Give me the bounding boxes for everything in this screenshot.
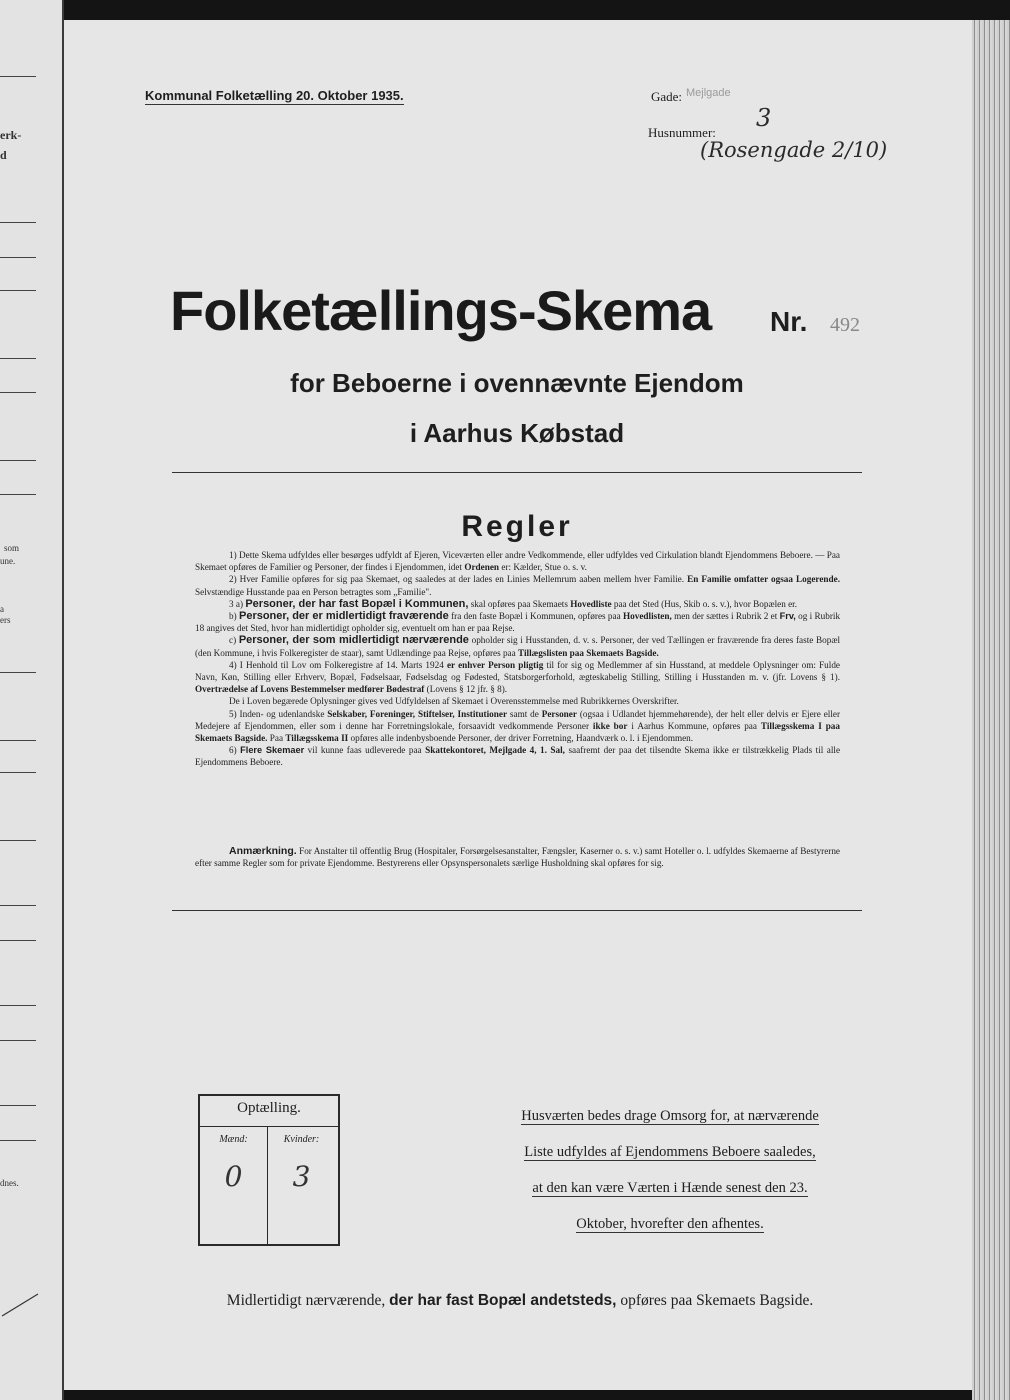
census-title: Kommunal Folketælling 20. Oktober 1935. xyxy=(145,88,404,103)
husnummer-note: (Rosengade 2/10) xyxy=(700,138,888,162)
book-spine-edge xyxy=(972,20,1010,1400)
note-line: Husværten bedes drage Omsorg for, at nærværende xyxy=(521,1108,819,1124)
left-rule xyxy=(0,1040,36,1041)
landlord-note xyxy=(500,1098,840,1242)
left-fragment: a xyxy=(0,604,4,614)
note-line: at den kan være Værten i Hænde senest den 23. xyxy=(532,1180,808,1196)
footer-part: Midlertidigt nærværende, xyxy=(226,1292,386,1309)
rules-heading: Regler xyxy=(461,510,573,543)
note-line: Oktober, hvorefter den afhentes. xyxy=(576,1216,764,1232)
maend-count: 0 xyxy=(224,1160,243,1193)
left-rule xyxy=(0,358,36,359)
left-fragment: ers xyxy=(0,615,11,625)
rule-3a: 3 a) Personer, der har fast Bopæl i Kommunen, skal opføres paa Skemaets Hovedliste paa det Sted (Hus, Skib o. s. v.), hvor Bopælen er. xyxy=(229,597,798,610)
left-rule xyxy=(0,290,36,291)
left-rule xyxy=(0,460,36,461)
left-fragment: som xyxy=(4,543,20,553)
divider xyxy=(172,910,862,911)
tally-box xyxy=(198,1094,340,1246)
form-title: Folketællings-Skema xyxy=(170,279,712,342)
left-rule xyxy=(0,392,36,393)
left-rule xyxy=(0,1105,36,1106)
annotation-paragraph xyxy=(195,845,840,869)
annotation-text: For Anstalter til offentlig Brug (Hospitaler, Forsørgelsesanstalter, Fængsler, Kaserner o. s. v.) samt Hoteller o. l. udfyldes Skemaerne af Bestyrerne efter samme Regler som for private Ejendomme. Bestyrerens eller Opsynspersonalets særlige Husholdning skal opføres for sig. xyxy=(195,846,841,868)
note-line: Liste udfyldes af Ejendommens Beboere saaledes, xyxy=(524,1144,816,1160)
left-rule xyxy=(0,1140,36,1141)
left-fragment: une. xyxy=(0,556,16,566)
left-rule xyxy=(0,772,36,773)
left-rule xyxy=(0,76,36,77)
left-fragment: dnes. xyxy=(0,1178,19,1188)
footer-part: opføres paa Skemaets Bagside. xyxy=(620,1292,814,1309)
nr-label: Nr. xyxy=(770,306,808,337)
maend-label: Mænd: xyxy=(219,1134,248,1145)
footer-note xyxy=(120,1292,920,1310)
left-fragment: d xyxy=(0,148,7,162)
rule-2: 2) Hver Familie opføres for sig paa Skemaet, og saaledes at der lades en Linies Mellemrum aaben mellem hver Familie. En Familie omfatter ogsaa Logerende. Selvstændige Husstande paa en Person betragtes som „Familie". xyxy=(195,574,840,597)
left-rule xyxy=(0,494,36,495)
rule-6: 6) Flere Skemaer vil kunne faas udleverede paa Skattekontoret, Mejlgade 4, 1. Sal, saafremt der paa det tilsendte Skema ikke er tilstrækkelig Plads til alle Ejendommens Beboere. xyxy=(195,745,841,768)
left-rule xyxy=(0,1005,36,1006)
previous-page-edge xyxy=(0,0,64,1400)
husnummer-value: 3 xyxy=(756,104,772,132)
rule-3b: b) Personer, der er midlertidigt fraværende fra den faste Bopæl i Kommunen, opføres paa Hovedlisten, men der sættes i Rubrik 2 et Frv, og i Rubrik 18 angives det Sted, hvor han midlertidigt opholder sig, eventuelt om han er paa Rejse. xyxy=(195,610,841,634)
left-fragment: erk- xyxy=(0,128,22,142)
left-rule xyxy=(0,905,36,906)
rules-text xyxy=(195,549,840,769)
subtitle-line2: i Aarhus Købstad xyxy=(409,418,625,448)
annotation-label: Anmærkning. xyxy=(229,845,297,857)
tally-title: Optælling. xyxy=(237,1100,301,1116)
tally-divider xyxy=(200,1126,338,1127)
rule-1: 1) Dette Skema udfyldes eller besørges udfyldt af Ejeren, Viceværten eller andre Vedkommende, eller udfyldes ved Cirkulation blandt Ejendommens Beboere. — Paa Skemaet opføres de Familier og Personer, der findes i Ejendommen, idet Ordenen er: Kælder, Stue o. s. v. xyxy=(195,550,840,573)
rule-4: 4) I Henhold til Lov om Folkeregistre af 14. Marts 1924 er enhver Person pligtig til for sig og Medlemmer af sin Husstand, at meddele Oplysninger om: Fulde Navn, Køn, Stilling eller Erhverv, Bopæl, Fødselsaar, Fødselsdag og Fødested, Statsborgerforhold, ægteskabelig Stilling, Stilling i Husstanden m. v. (jfr. Lovens § 1). Overtrædelse af Lovens Bestemmelser medfører Bødestraf (Lovens § 12 jfr. § 8). xyxy=(195,659,840,695)
gade-value-stamp: Mejlgade xyxy=(686,87,731,99)
divider xyxy=(172,472,862,473)
form-number: 492 xyxy=(830,314,860,336)
pen-stroke xyxy=(0,1290,40,1320)
kvinder-count: 3 xyxy=(292,1160,311,1193)
rule-4-cont: De i Loven begærede Oplysninger gives ved Udfyldelsen af Skemaet i Overensstemmelse med Rubrikkernes Overskrifter. xyxy=(229,696,679,707)
left-rule xyxy=(0,940,36,941)
subtitle-line1: for Beboerne i ovennævnte Ejendom xyxy=(290,368,744,398)
left-rule xyxy=(0,222,36,223)
husnummer-label: Husnummer: xyxy=(648,125,716,140)
kvinder-label: Kvinder: xyxy=(283,1134,320,1145)
footer-part-bold: der har fast Bopæl andetsteds, xyxy=(389,1292,617,1309)
left-rule xyxy=(0,840,36,841)
rule-3c: c) Personer, der som midlertidigt nærværende opholder sig i Husstanden, d. v. s. Personer, der ved Tællingen er fraværende fra deres faste Bopæl (den Kommune, i hvis Folkeregister de staar), samt Udlændinge paa Rejse, opføres paa Tillægslisten paa Skemaets Bagside. xyxy=(195,634,840,658)
left-rule xyxy=(0,257,36,258)
gade-label: Gade: xyxy=(651,89,683,104)
left-rule xyxy=(0,740,36,741)
rule-5: 5) Inden- og udenlandske Selskaber, Foreninger, Stiftelser, Institutioner samt de Personer (ogsaa i Udlandet hjemmehørende), der helt eller delvis er Ejere eller Medejere af Ejendommen, eller som i denne har Forretningslokale, forsaavidt vedkommende Personer ikke bor i Aarhus Kommune, opføres paa Tillægsskema I paa Skemaets Bagside. Paa Tillægsskema II opføres alle indenbysboende Personer, der driver Forretning, Haandværk o. l. i Ejendommen. xyxy=(195,708,841,744)
left-rule xyxy=(0,672,36,673)
